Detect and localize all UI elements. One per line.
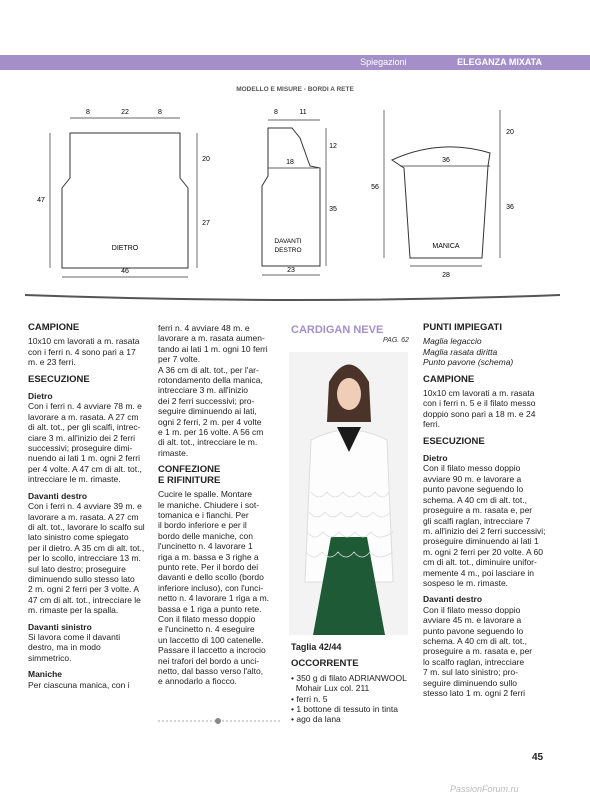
manica-left: 56 (371, 184, 379, 191)
text-line: 47 cm di alt. tot., intrecciare le (28, 594, 141, 605)
pattern-schematic (0, 78, 590, 308)
text-line: e l'uncinetto n. 4 eseguire (158, 624, 255, 635)
davanti-right-2: 35 (329, 206, 337, 213)
text-line: per 4 volte. A 47 cm di alt. tot., (28, 463, 142, 474)
text-line: gli scalfi raglan, intrecciare 7 (423, 515, 531, 526)
project-title: CARDIGAN NEVE (291, 324, 384, 336)
dietro-top-2: 22 (121, 109, 129, 116)
text-line: e annodarlo a fiocco. (158, 676, 237, 687)
heading-dietro: Dietro (28, 391, 53, 402)
text-line: 2 m. ogni 2 ferri per 3 volte. A (28, 584, 140, 595)
dietro-label: DIETRO (111, 245, 139, 252)
text-line: simmetrico. (28, 652, 72, 663)
scroll-ornament (158, 717, 280, 725)
text-line: lato sinistro come spiegato (28, 532, 129, 543)
heading-dietro-2: Dietro (423, 453, 448, 464)
dietro-top-3: 8 (158, 109, 162, 116)
text-line: netto n. 4 lavorare 1 riga a m. (158, 593, 270, 604)
section-header (0, 55, 590, 70)
header-title: ELEGANZA MIXATA (457, 57, 542, 67)
text-line: sul lato destro; proseguire (28, 563, 126, 574)
text-line: per il dietro. A 35 cm di alt. tot., (28, 542, 145, 553)
text-line: ferri. (423, 419, 440, 430)
text-line: avviare 45 m. e lavorare a (423, 615, 522, 626)
text-line: bordo delle maniche, con (158, 530, 253, 541)
manica-label: MANICA (432, 243, 460, 250)
text-line: per lo scollo, intrecciare 13 m. (28, 553, 141, 564)
text-line: davanti e dello scollo (bordo (158, 572, 264, 583)
heading-rifiniture: E RIFINITURE (158, 474, 221, 486)
davanti-label-1: DAVANTI (274, 238, 302, 245)
heading-esecuzione-2: ESECUZIONE (423, 435, 485, 447)
column-1 (28, 323, 148, 690)
text-line: Con il filato messo doppio (423, 604, 521, 615)
text-line: bassa e 1 riga a punto rete. (158, 603, 262, 614)
text-line: proseguire diminuendo ai lati 1 (423, 536, 539, 547)
maniche-cont-text (158, 323, 280, 458)
dietro-right-2: 27 (202, 220, 210, 227)
text-line: m. e 23 ferri. (28, 357, 76, 368)
davanti-right-1: 12 (329, 143, 337, 150)
campione-text (28, 336, 148, 367)
text-line: rimaste. (158, 447, 189, 458)
text-line: Per ciascuna manica, con i (28, 679, 130, 690)
dietro-right-1: 20 (202, 156, 210, 163)
text-line: successivi; proseguire dimi- (28, 443, 133, 454)
text-line: di alt. tot., intrecciare le m. (158, 437, 258, 448)
text-line: intrecciare 3 m. all'inizio (158, 385, 248, 396)
text-line: sospeso le m. rimaste. (423, 577, 509, 588)
schematic-title: MODELLO E MISURE - BORDI A RETE (236, 86, 354, 93)
dietro-2-text (423, 463, 545, 588)
text-line: nuendo ai lati 1 m. ogni 2 ferri (28, 453, 140, 464)
text-line: proseguire a m. rasata e, per (423, 646, 533, 657)
text-line: rotondamento della manica, (158, 375, 263, 386)
text-line: Maglia rasata diritta (423, 346, 498, 357)
text-line: con i ferri n. 5 e il filato messo (423, 398, 536, 409)
text-line: lavorare a m. rasata. A 27 cm (28, 511, 139, 522)
manica-top: 36 (442, 157, 450, 164)
text-line: punto pavone seguendo lo (423, 484, 524, 495)
dietro-left: 47 (37, 197, 45, 204)
text-line: diminuendo sullo stesso lato (28, 573, 135, 584)
text-line: Con il filato messo doppio (158, 613, 256, 624)
text-line: • ferri n. 5 (291, 693, 328, 704)
text-line: avviare 90 m. e lavorare a (423, 473, 522, 484)
davanti-inner: 18 (286, 159, 294, 166)
punti-list (423, 336, 545, 367)
text-line: ogni 2 ferri, 2 m. per 4 volte (158, 416, 262, 427)
campione-2-text (423, 388, 545, 430)
schematic-divider (25, 295, 560, 300)
heading-davanti-2: Davanti destro (423, 594, 483, 605)
text-line: un laccetto di 100 catenelle. (158, 634, 264, 645)
text-line: Passare il laccetto a incrocio (158, 645, 266, 656)
text-line: dei 2 ferri successivi; pro- (158, 395, 255, 406)
front-piece-outline (262, 128, 320, 266)
heading-campione: CAMPIONE (28, 322, 80, 333)
text-line: con i ferri n. 4 sono pari a 17 (28, 346, 136, 357)
text-line: lo scalfo raglan, intrecciare (423, 656, 525, 667)
text-line: lavorare a m. rasata aumen- (158, 333, 265, 344)
dietro-top-1: 8 (86, 109, 90, 116)
text-line: 7 m. sul lato sinistro; pro- (423, 667, 518, 678)
text-line: punto rete. Per il bordo dei (158, 561, 259, 572)
heading-sinistro: Davanti sinistro (28, 621, 92, 632)
heading-esecuzione: ESECUZIONE (28, 373, 90, 385)
davanti-2-text (423, 605, 545, 699)
text-line: punto pavone seguendo lo (423, 625, 524, 636)
text-line: Con il filato messo doppio (423, 463, 521, 474)
column-2 (158, 323, 280, 687)
text-line: lavorare a m. rasata. A 27 cm (28, 411, 139, 422)
text-line: seguire diminuendo ai lati, (158, 406, 257, 417)
dietro-bottom: 46 (121, 268, 129, 275)
text-line: inferiore incluso), con l'unci- (158, 582, 264, 593)
cardigan-photo (289, 352, 408, 635)
text-line: doppio sono pari a 18 m. e 24 (423, 408, 536, 419)
davanti-top-2: 11 (299, 109, 307, 116)
text-line: schema. A 40 cm di alt. tot., (423, 494, 527, 505)
text-line: intrecciare le m. rimaste. (28, 474, 121, 485)
sinistro-text (28, 632, 148, 663)
text-line: m. rimaste per la spalla. (28, 605, 119, 616)
davanti-top-1: 8 (274, 109, 278, 116)
davanti-bottom: 23 (287, 267, 295, 274)
page-number: 45 (532, 752, 544, 763)
text-line: le maniche. Chiudere i sot- (158, 499, 260, 510)
size-label: Taglia 42/44 (291, 642, 342, 652)
davanti-text (28, 501, 148, 615)
text-line: stesso lato 1 m. ogni 2 ferri (423, 688, 526, 698)
text-line: • 350 g di filato ADRIANWOOL (291, 672, 407, 683)
text-line: ferri n. 4 avviare 48 m. e (158, 323, 250, 333)
manica-right-2: 36 (506, 204, 514, 211)
column-4 (423, 323, 545, 698)
text-line: • 1 bottone di tessuto in tinta (291, 704, 398, 715)
heading-occorrente: OCCORRENTE (291, 658, 359, 670)
text-line: memente 4 m., poi lasciare in (423, 567, 535, 578)
text-line: nei trafori del bordo a unci- (158, 655, 260, 666)
text-line: cm di alt. tot., diminuire unifor- (423, 557, 537, 568)
text-line: Mohair Lux col. 211 (291, 683, 370, 694)
heading-maniche: Maniche (28, 669, 63, 680)
davanti-label-2: DESTRO (274, 247, 302, 254)
text-line: schema. A 40 cm di alt. tot., (423, 635, 527, 646)
text-line: riga a m. bassa e 3 righe a (158, 551, 259, 562)
maniche-text (28, 680, 148, 690)
heading-davanti: Davanti destro (28, 490, 88, 501)
text-line: il bordo inferiore e per il (158, 520, 247, 531)
text-line: di alt. tot., per gli scalfi, intrec- (28, 422, 141, 433)
text-line: Con i ferri n. 4 avviare 39 m. e (28, 501, 142, 512)
watermark: PassionForum.ru (450, 784, 519, 794)
text-line: m. ogni 2 ferri per 20 volte. A 60 (423, 546, 544, 557)
text-line: per 7 volte. (158, 354, 201, 365)
text-line: Con i ferri n. 4 avviare 78 m. e (28, 401, 142, 412)
text-line: • ago da lana (291, 714, 341, 725)
text-line: ciare 3 m. all'inizio dei 2 ferri (28, 432, 135, 443)
text-line: Punto pavone (schema) (423, 357, 514, 368)
text-line: proseguire a m. rasata e, per (423, 505, 533, 516)
heading-punti: PUNTI IMPIEGATI (423, 322, 502, 333)
text-line: A 36 cm di alt. tot., per l'ar- (158, 364, 259, 375)
text-line: 10x10 cm lavorati a m. rasata (28, 336, 140, 347)
text-line: Maglia legaccio (423, 336, 482, 347)
confezione-text (158, 489, 280, 687)
text-line: tando ai lati 1 m. ogni 10 ferri (158, 343, 268, 354)
text-line: netto, dal basso verso l'alto, (158, 666, 264, 676)
text-line: di alt. tot., lavorare lo scalfo sul (28, 521, 145, 532)
heading-confezione: CONFEZIONE (158, 464, 221, 476)
text-line: Cucire le spalle. Montare (158, 489, 253, 500)
text-line: 10x10 cm lavorati a m. rasata (423, 388, 535, 399)
dietro-text (28, 401, 148, 484)
occorrente-list (291, 673, 416, 725)
manica-right-1: 20 (506, 129, 514, 136)
heading-campione-2: CAMPIONE (423, 373, 475, 385)
page-reference: PAG. 62 (383, 337, 409, 344)
text-line: l'uncinetto n. 4 lavorare 1 (158, 541, 253, 552)
header-prefix: Spiegazioni (360, 57, 407, 67)
text-line: Si lavora come il davanti (28, 631, 121, 642)
text-line: seguire diminuendo sullo (423, 677, 518, 688)
text-line: m. all'inizio dei 2 ferri successivi; (423, 525, 546, 536)
sleeve-piece-outline (392, 147, 490, 258)
text-line: destro, ma in modo (28, 642, 101, 653)
column-3 (291, 642, 416, 725)
manica-bottom: 28 (442, 272, 450, 279)
text-line: e 1 m. per 16 volte. A 56 cm (158, 427, 264, 438)
text-line: tomanica e i fianchi. Per (158, 509, 249, 520)
